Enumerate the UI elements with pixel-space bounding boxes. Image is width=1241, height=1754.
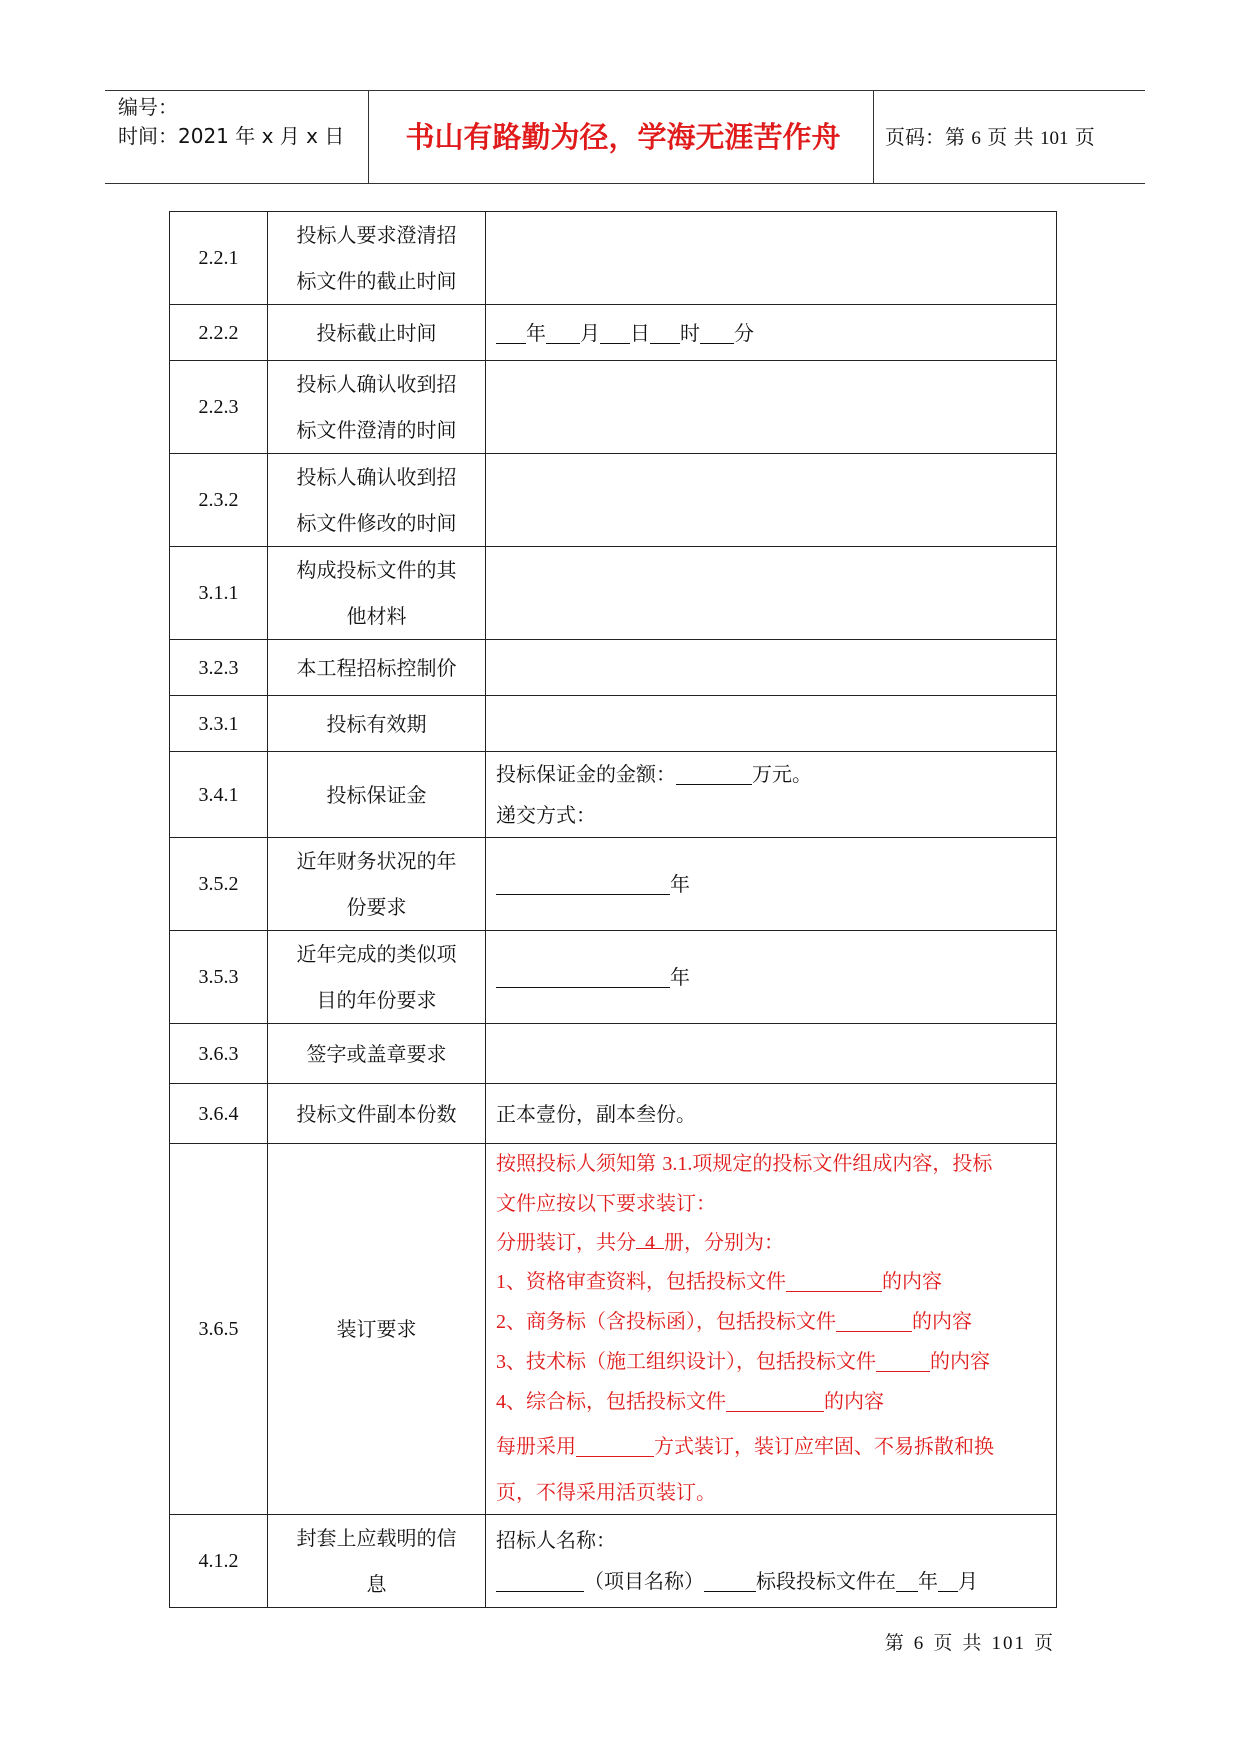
header-divider: [368, 91, 369, 183]
header-motto: 书山有路勤为径，学海无涯苦作舟: [405, 120, 841, 154]
table-row: [170, 931, 1057, 1024]
page-footer: [885, 1628, 1055, 1655]
row-value: [486, 361, 1057, 454]
table-row: [170, 1515, 1057, 1608]
row-value: 正本壹份，副本叁份。: [486, 1084, 1057, 1144]
row-code: 3.2.3: [170, 640, 268, 696]
row-code: 2.3.2: [170, 454, 268, 547]
binding-requirements: 按照投标人须知第 3.1.项规定的投标文件组成内容，投标 文件应按以下要求装订： 分册装订，共分 4 册，分别为： 1、资格审查资料，包括投标文件 的内容 2、商务标（含投标函），包括投标文件 的内容 3、技术标（施工组织设计），包括投标文件 的内容 4、综合标，包括投标文件 的内容 每册采用 方式装订，装订应牢固、不易拆散和换 页，不得采用活页装订。: [486, 1144, 1057, 1515]
row-name: 投标人确认收到招 标文件修改的时间: [268, 454, 486, 547]
row-value: 年 月 日 时 分: [486, 305, 1057, 361]
row-name: 投标有效期: [268, 696, 486, 752]
time-line: [118, 122, 358, 151]
row-code: 3.6.5: [170, 1144, 268, 1515]
page-mid: 页 共: [987, 125, 1034, 149]
doc-number-label: 编号：: [118, 95, 178, 119]
page-suffix: 页: [1074, 125, 1095, 149]
footer-prefix: 第: [884, 1632, 906, 1654]
row-code: 2.2.1: [170, 212, 268, 305]
page-total: 101: [1039, 128, 1069, 149]
row-name: 近年财务状况的年 份要求: [268, 838, 486, 931]
row-value: [486, 696, 1057, 752]
footer-total: 101: [991, 1633, 1026, 1654]
row-name: 投标人要求澄清招 标文件的截止时间: [268, 212, 486, 305]
table-row: [170, 305, 1057, 361]
table-row: [170, 696, 1057, 752]
table-row: [170, 1084, 1057, 1144]
time-value: 2021 年 x 月 x 日: [178, 124, 345, 148]
row-value: [486, 640, 1057, 696]
time-label: 时间：: [118, 124, 178, 148]
footer-num: 6: [913, 1633, 926, 1654]
row-name: 投标人确认收到招 标文件澄清的时间: [268, 361, 486, 454]
row-value: 年: [486, 931, 1057, 1024]
row-code: 3.5.2: [170, 838, 268, 931]
table-row: [170, 1024, 1057, 1084]
table-row: [170, 547, 1057, 640]
row-code: 2.2.2: [170, 305, 268, 361]
bid-info-table: [169, 211, 1057, 1608]
table-row: [170, 752, 1057, 838]
row-value: [486, 454, 1057, 547]
row-name: 签字或盖章要求: [268, 1024, 486, 1084]
row-code: 4.1.2: [170, 1515, 268, 1608]
row-name: 装订要求: [268, 1144, 486, 1515]
row-value: 年: [486, 838, 1057, 931]
row-code: 2.2.3: [170, 361, 268, 454]
row-name: 本工程招标控制价: [268, 640, 486, 696]
row-name: 近年完成的类似项 目的年份要求: [268, 931, 486, 1024]
header-page-number: [873, 91, 1095, 183]
table-row: [170, 838, 1057, 931]
row-name: 构成投标文件的其 他材料: [268, 547, 486, 640]
row-value: [486, 547, 1057, 640]
row-code: 3.1.1: [170, 547, 268, 640]
table-row: [170, 361, 1057, 454]
row-code: 3.4.1: [170, 752, 268, 838]
row-name: 封套上应载明的信 息: [268, 1515, 486, 1608]
row-value: 投标保证金的金额： 万元。 递交方式：: [486, 752, 1057, 838]
row-name: 投标截止时间: [268, 305, 486, 361]
row-code: 3.6.4: [170, 1084, 268, 1144]
table-row: [170, 640, 1057, 696]
row-name: 投标文件副本份数: [268, 1084, 486, 1144]
page-num: 6: [971, 128, 981, 149]
row-code: 3.6.3: [170, 1024, 268, 1084]
footer-mid: 页 共: [933, 1632, 984, 1654]
table-row: [170, 1144, 1057, 1515]
table-row: [170, 212, 1057, 305]
row-value: 招标人名称： （项目名称） 标段投标文件在 年 月: [486, 1515, 1057, 1608]
page-prefix: 页码：第: [885, 125, 965, 149]
table-row: [170, 454, 1057, 547]
page-header: [105, 90, 1145, 184]
row-value: [486, 1024, 1057, 1084]
header-info: [118, 93, 358, 151]
row-value: [486, 212, 1057, 305]
row-name: 投标保证金: [268, 752, 486, 838]
footer-suffix: 页: [1033, 1632, 1055, 1654]
row-code: 3.5.3: [170, 931, 268, 1024]
row-code: 3.3.1: [170, 696, 268, 752]
